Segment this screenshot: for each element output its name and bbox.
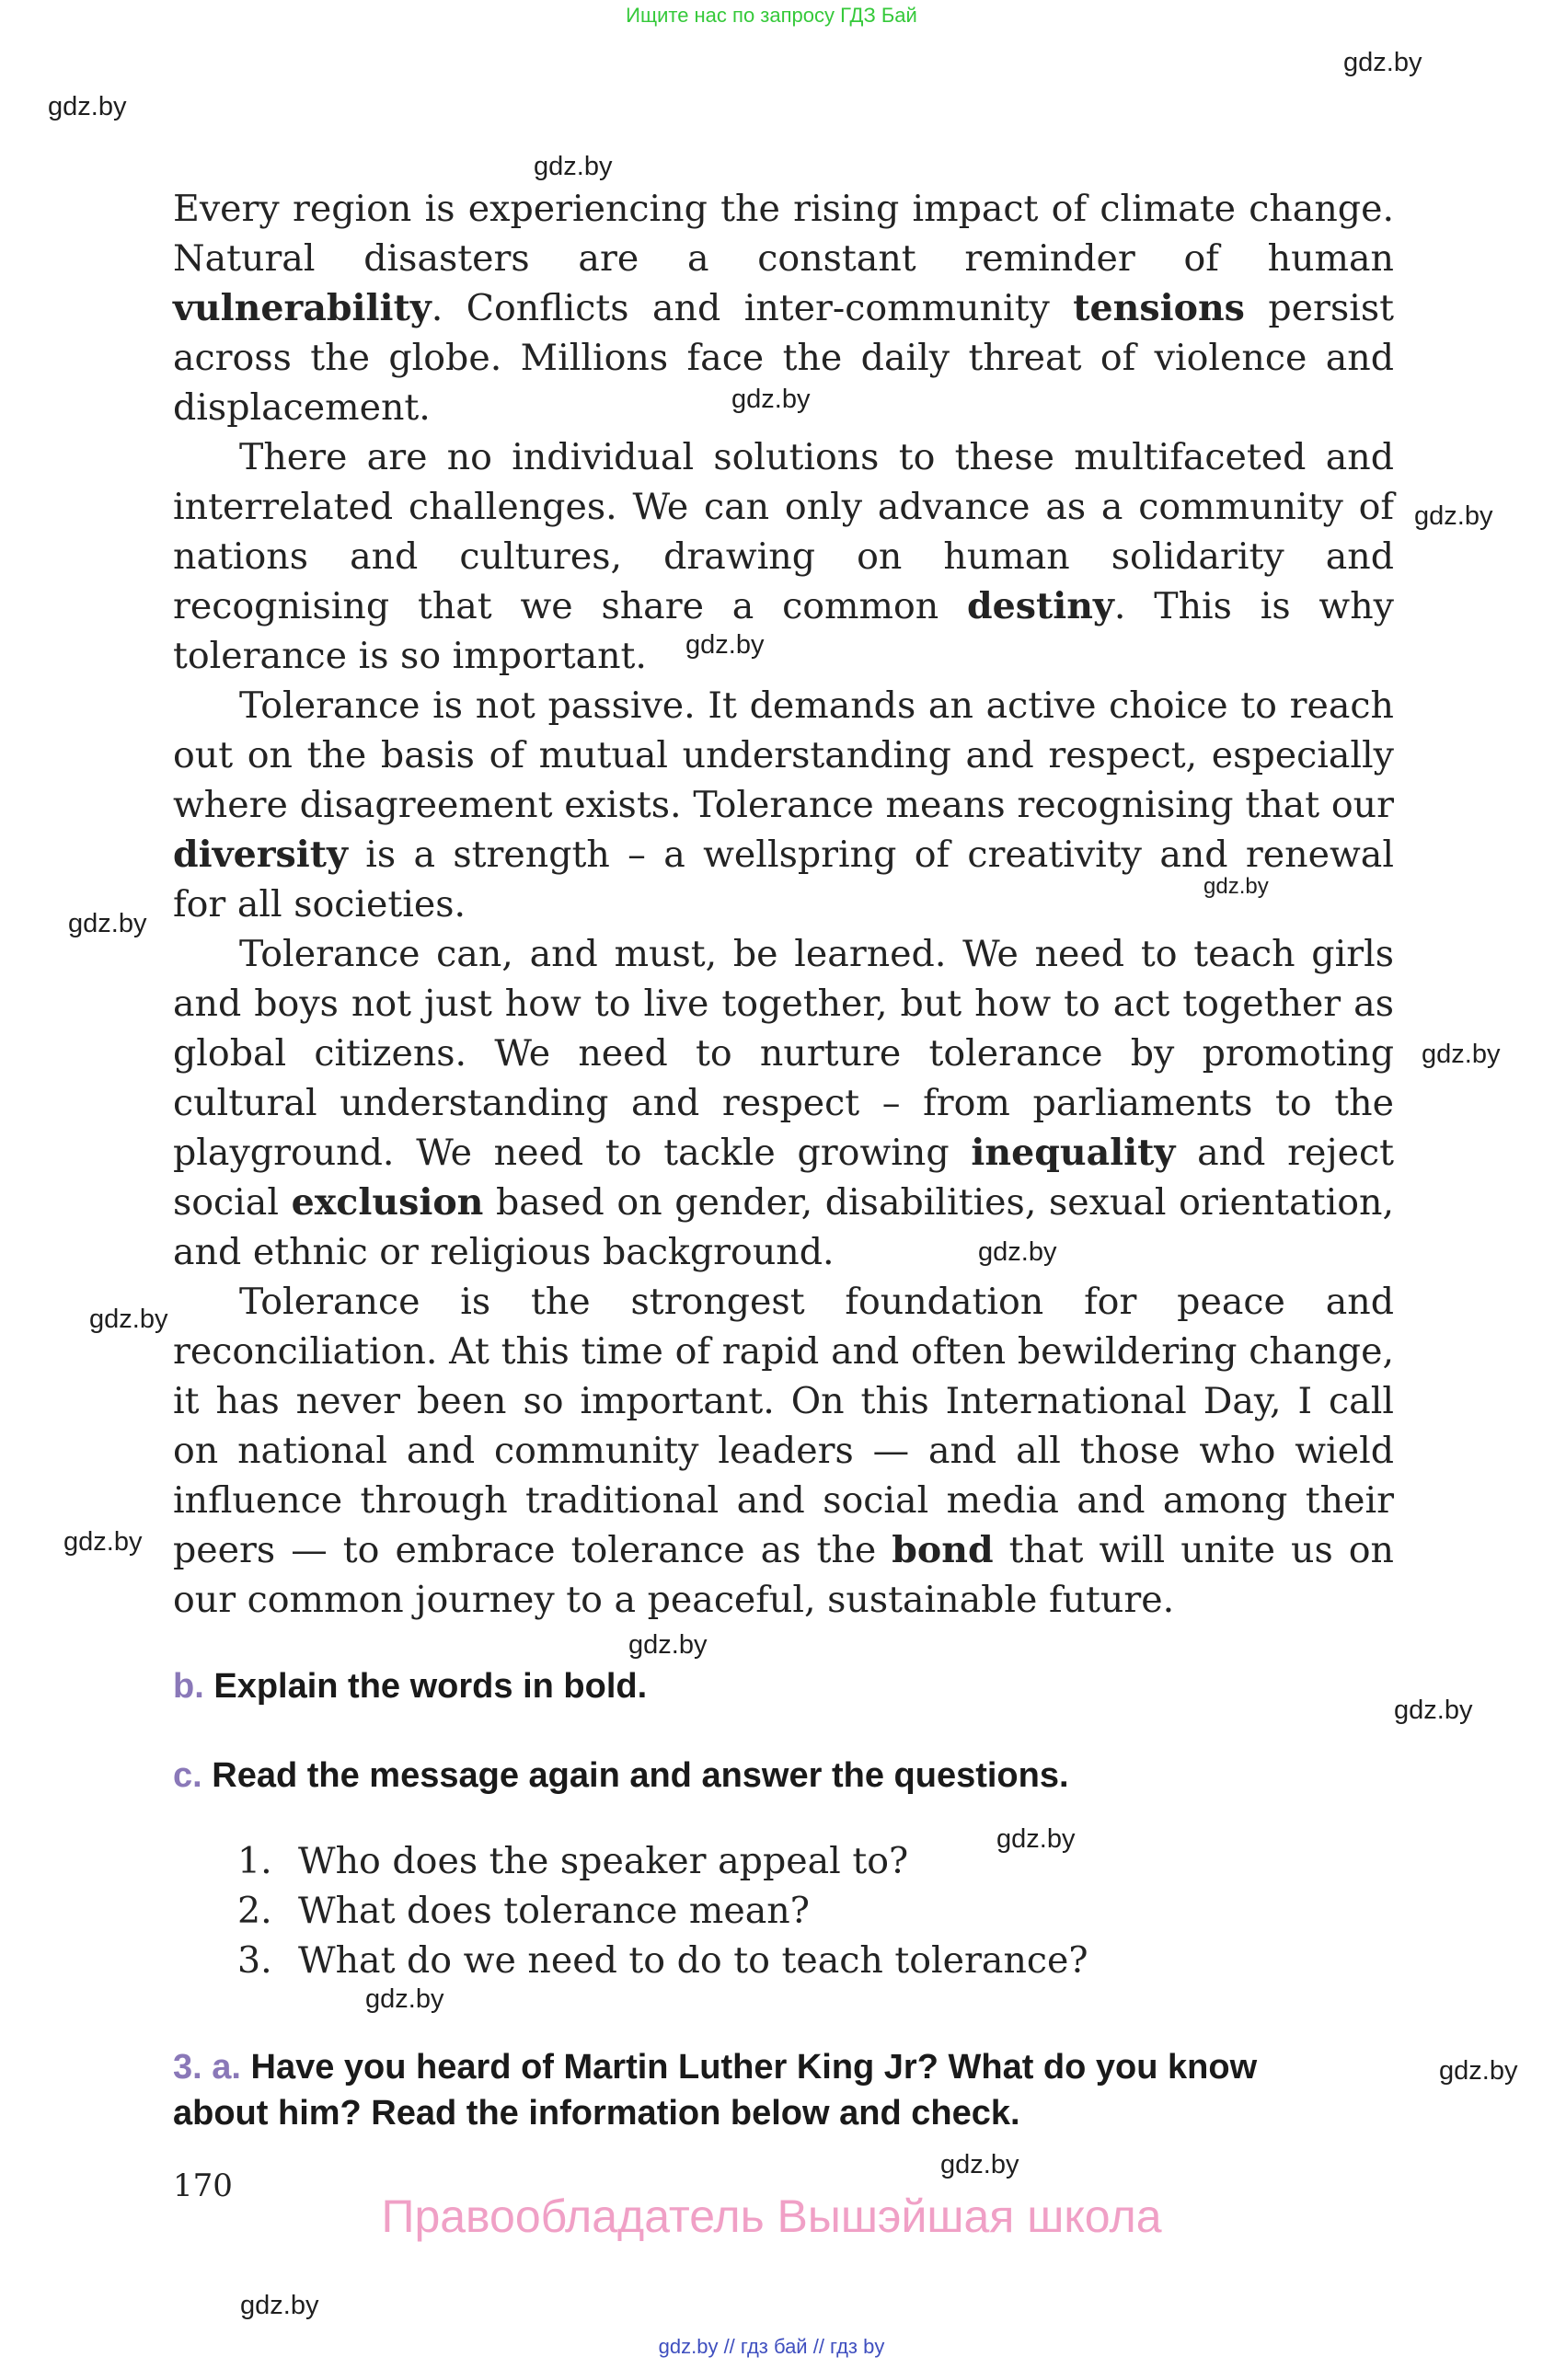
- watermark: gdz.by: [1394, 1696, 1473, 1725]
- question-text: What do we need to do to teach tolerance?: [298, 1939, 1088, 1982]
- watermark: gdz.by: [1439, 2056, 1518, 2086]
- watermark: gdz.by: [68, 909, 147, 938]
- task-3a-line-2: about him? Read the information below and check.: [173, 2094, 1020, 2133]
- question-number: 2.: [237, 1890, 272, 1932]
- footer-links[interactable]: gdz.by // гдз бай // гдз by: [658, 2335, 885, 2358]
- passage-text: is a strength – a wellspring of creativity and renewal for all societies.: [173, 834, 1394, 926]
- question-item: [237, 1836, 1341, 1886]
- task-c-marker: c.: [173, 1756, 202, 1795]
- passage-paragraph-2: [173, 432, 1394, 681]
- passage-paragraph-1: [173, 184, 1394, 432]
- passage-text: persist across the globe. Millions face the daily threat of violence and displacement.: [173, 287, 1394, 429]
- watermark: gdz.by: [1422, 1040, 1501, 1069]
- watermark: gdz.by: [534, 152, 613, 181]
- question-list: [237, 1836, 1341, 1985]
- passage-text: based on gender, disabilities, sexual orientation, and ethnic or religious background.: [173, 1181, 1394, 1273]
- task-b-text: Explain the words in bold.: [213, 1667, 648, 1706]
- question-number: 3.: [237, 1939, 272, 1982]
- bold-word: exclusion: [291, 1181, 484, 1224]
- task-3a-text: Have you heard of Martin Luther King Jr? What do you know: [250, 2048, 1258, 2087]
- passage-text: . Conflicts and inter-community: [431, 287, 1074, 329]
- bold-word: vulnerability: [173, 287, 432, 329]
- passage-text: Tolerance is not passive. It demands an active choice to reach out on the basis of mutual understanding and respect, especially where disagreement exists. Tolerance means recognising that our: [173, 684, 1394, 826]
- task-c-text: Read the message again and answer the questions.: [212, 1756, 1069, 1795]
- watermark: gdz.by: [63, 1527, 143, 1557]
- watermark: gdz.by: [940, 2150, 1019, 2179]
- task-c: [173, 1753, 1424, 1799]
- top-banner[interactable]: Ищите нас по запросу ГДЗ Бай: [626, 4, 917, 27]
- question-text: What does tolerance mean?: [298, 1890, 810, 1932]
- watermark: gdz.by: [1343, 48, 1422, 77]
- copyright-notice: Правообладатель Вышэйшая школа: [381, 2190, 1162, 2242]
- question-item: [237, 1936, 1341, 1985]
- page-number: 170: [173, 2167, 233, 2204]
- watermark: gdz.by: [1414, 501, 1493, 531]
- watermark: gdz.by: [628, 1630, 708, 1660]
- passage-text: . This is why tolerance is so important.: [173, 585, 1394, 677]
- passage-paragraph-3: [173, 681, 1394, 929]
- bold-word: diversity: [173, 834, 348, 876]
- bold-word: tensions: [1073, 287, 1245, 329]
- question-number: 1.: [237, 1840, 272, 1882]
- watermark: gdz.by: [996, 1824, 1076, 1854]
- passage-paragraph-4: [173, 929, 1394, 1277]
- task-3a: [173, 2044, 1424, 2136]
- passage-text: and reject social: [173, 1132, 1395, 1224]
- watermark: gdz.by: [731, 385, 811, 414]
- watermark: gdz.by: [89, 1305, 168, 1334]
- passage-text: Every region is experiencing the rising impact of climate change. Natural disasters are a constant reminder of human: [173, 188, 1394, 280]
- task-b: [173, 1663, 1424, 1709]
- passage-text: Tolerance is the strongest foundation for peace and reconciliation. At this time of rapid and often bewildering change, it has never been so important. On this International Day, I call on national and community leaders — and all those who wield influence through traditional and social media and among their peers — to embrace tolerance as the: [173, 1281, 1394, 1571]
- question-item: [237, 1886, 1341, 1936]
- bold-word: destiny: [966, 585, 1114, 627]
- watermark: gdz.by: [978, 1237, 1057, 1267]
- bold-word: bond: [892, 1529, 994, 1571]
- bold-word: inequality: [971, 1132, 1176, 1174]
- watermark: gdz.by: [48, 92, 127, 121]
- watermark: gdz.by: [1203, 874, 1269, 899]
- watermark: gdz.by: [240, 2291, 319, 2320]
- watermark: gdz.by: [365, 1984, 444, 2014]
- watermark: gdz.by: [685, 630, 765, 660]
- passage-text: that will unite us on our common journey to a peaceful, sustainable future.: [173, 1529, 1395, 1621]
- task-3a-marker: 3. a.: [173, 2048, 241, 2087]
- passage-text: Tolerance can, and must, be learned. We need to teach girls and boys not just how to live together, but how to act together as global citizens. We need to nurture tolerance by promoting cultural understanding and respect – from parliaments to the playground. We need to tackle growing: [173, 933, 1394, 1174]
- question-text: Who does the speaker appeal to?: [298, 1840, 909, 1882]
- passage: [173, 184, 1394, 1625]
- passage-text: There are no individual solutions to these multifaceted and interrelated challenges. We can only advance as a community of nations and cultures, drawing on human solidarity and recognising that we share a common: [173, 436, 1394, 627]
- task-b-marker: b.: [173, 1667, 204, 1706]
- task-3a-line-1: [173, 2044, 1424, 2090]
- passage-paragraph-5: [173, 1277, 1394, 1625]
